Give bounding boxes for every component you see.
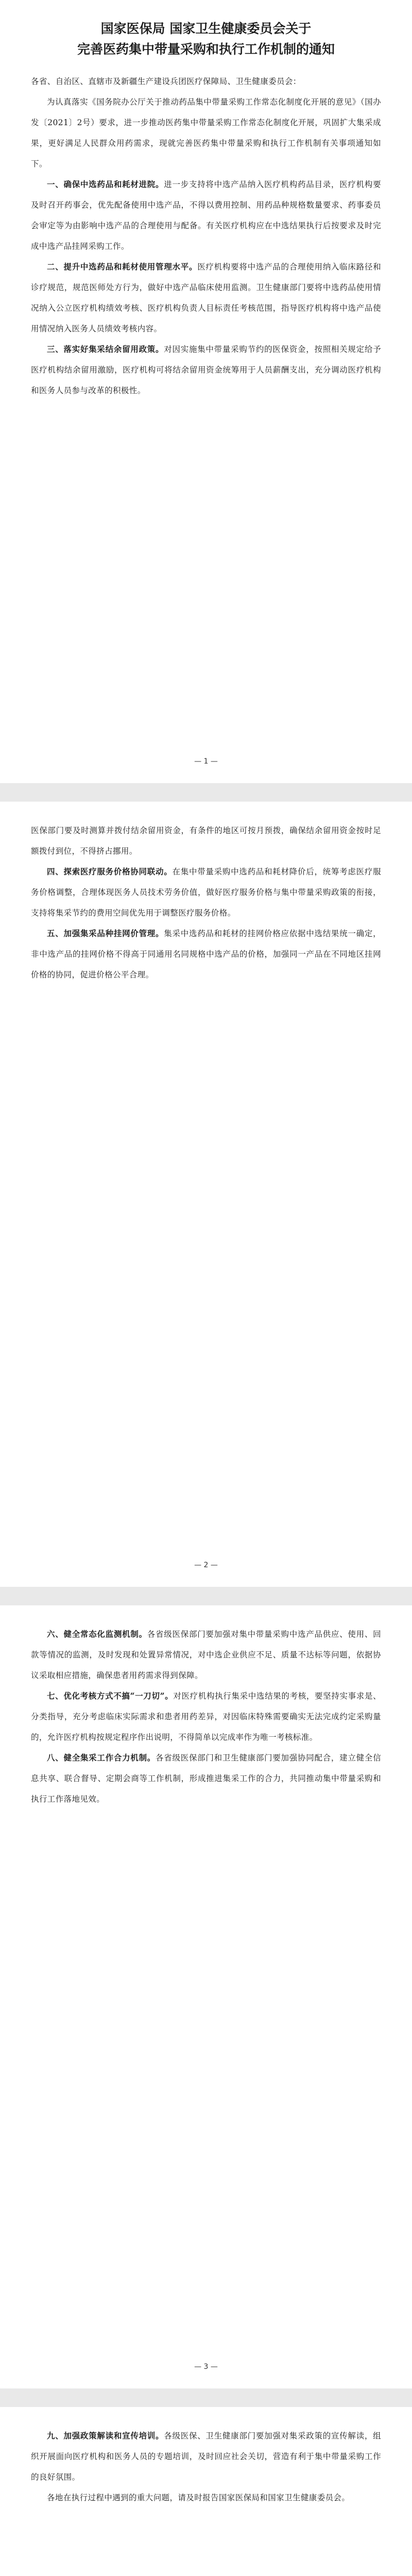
section-9-text: 各级医保、卫生健康部门要加强对集采政策的宣传解读，组织开展面向医疗机构和医务人员的专题培训，及时回应社会关切，营造有利于集中带量采购工作的良好氛围。 <box>31 2431 381 2482</box>
section-8 <box>31 1748 381 1809</box>
section-3 <box>31 339 381 401</box>
page-separator <box>0 783 412 802</box>
section-4 <box>31 861 381 923</box>
section-2-title: 二、提升中选药品和耗材使用管理水平。 <box>47 262 198 272</box>
section-1-title: 一、确保中选药品和耗材进院。 <box>47 179 164 189</box>
intro-paragraph: 为认真落实《国务院办公厅关于推动药品集中带量采购工作常态化制度化开展的意见》（国办发〔2021〕2号）要求，进一步推动医药集中带量采购工作常态化制度化开展，巩固扩大集采成果，更好满足人民群众用药需求，现就完善医药集中带量采购和执行工作机制有关事项通知如下。 <box>31 97 381 168</box>
section-8-title: 八、健全集采工作合力机制。 <box>47 1753 156 1762</box>
page-number-3: — 3 — <box>194 2363 218 2371</box>
section-2-text: 医疗机构要将中选产品的合理使用纳入临床路径和诊疗规范，规范医师处方行为，做好中选产品临床使用监测。卫生健康部门要将中选药品使用情况纳入公立医疗机构绩效考核、医疗机构负责人目标责任考核范围，指导医疗机构将中选产品使用情况纳入医务人员绩效考核内容。 <box>31 262 381 333</box>
page-4 <box>0 2407 412 2576</box>
section-7-text: 对医疗机构执行集采中选结果的考核，要坚持实事求是、分类指导，充分考虑临床实际需求和患者用药差异，对因临床特殊需要确实无法完成约定采购量的，允许医疗机构按规定程序作出说明，不得简单以完成率作为唯一考核标准。 <box>31 1691 381 1742</box>
section-3-title: 三、落实好集采结余留用政策。 <box>47 344 164 354</box>
page-2 <box>0 802 412 1587</box>
section-8-text: 各省级医保部门和卫生健康部门要加强协同配合，建立健全信息共享、联合督导、定期会商等工作机制，形成推进集采工作的合力，共同推动集中带量采购和执行工作落地见效。 <box>31 1753 381 1804</box>
section-6-title: 六、健全常态化监测机制。 <box>47 1629 147 1639</box>
section-5-title: 五、加强集采品种挂网价管理。 <box>47 928 164 938</box>
section-6-text: 各省级医保部门要加强对集中带量采购中选产品供应、使用、回款等情况的监测，及时发现和处置异常情况，对中选企业供应不足、质量不达标等问题，依据协议采取相应措施，确保患者用药需求得到保障。 <box>31 1630 381 1680</box>
section-7 <box>31 1686 381 1748</box>
section-4-text: 在集中带量采购中选药品和耗材降价后，统筹考虑医疗服务价格调整，合理体现医务人员技术劳务价值，做好医疗服务价格与集中带量采购政策的衔接，支持将集采节约的费用空间优先用于调整医疗服务价格。 <box>31 867 381 918</box>
page-separator <box>0 2388 412 2407</box>
page-number-2: — 2 — <box>194 1561 218 1569</box>
title-line-2: 完善医药集中带量采购和执行工作机制的通知 <box>77 42 335 57</box>
section-2 <box>31 257 381 339</box>
page-separator <box>0 1587 412 1605</box>
section-7-title: 七、优化考核方式不搞“一刀切”。 <box>47 1691 174 1701</box>
section-6 <box>31 1624 381 1686</box>
section-3-text: 对因实施集中带量采购节约的医保资金，按照相关规定给予医疗机构结余留用激励，医疗机构可将结余留用资金统筹用于人员薪酬支出，充分调动医疗机构和医务人员参与改革的积极性。 <box>31 345 381 395</box>
page-3 <box>0 1605 412 2388</box>
section-1-text: 进一步支持将中选产品纳入医疗机构药品目录，医疗机构要及时召开药事会，优先配备使用中选产品，不得以费用控制、用药品种规格数量要求、药事委员会审定等为由影响中选产品的合理使用与配备。有关医疗机构应在中选结果执行后按要求及时完成中选产品挂网采购工作。 <box>31 180 381 251</box>
closing-paragraph: 各地在执行过程中遇到的重大问题，请及时报告国家医保局和国家卫生健康委员会。 <box>47 2493 350 2502</box>
title-line-1: 国家医保局 国家卫生健康委员会关于 <box>100 21 312 36</box>
document-title <box>31 19 381 60</box>
section-9-title: 九、加强政策解读和宣传培训。 <box>47 2431 164 2441</box>
section-5-text: 集采中选药品和耗材的挂网价格应依据中选结果统一确定，非中选产品的挂网价格不得高于同通用名同规格中选产品的价格，加强同一产品在不同地区挂网价格的协同，促进价格公平合理。 <box>31 929 381 979</box>
page-number-1: — 1 — <box>194 757 218 766</box>
section-1 <box>31 174 381 257</box>
section-4-title: 四、探索医疗服务价格协同联动。 <box>47 867 173 876</box>
section-3-continued: 医保部门要及时测算并拨付结余留用资金，有条件的地区可按月预拨，确保结余留用资金按时足额拨付到位，不得挤占挪用。 <box>31 826 381 856</box>
section-9 <box>31 2426 381 2487</box>
page-1 <box>0 0 412 783</box>
recipients: 各省、自治区、直辖市及新疆生产建设兵团医疗保障局、卫生健康委员会： <box>31 77 301 86</box>
section-5 <box>31 923 381 985</box>
